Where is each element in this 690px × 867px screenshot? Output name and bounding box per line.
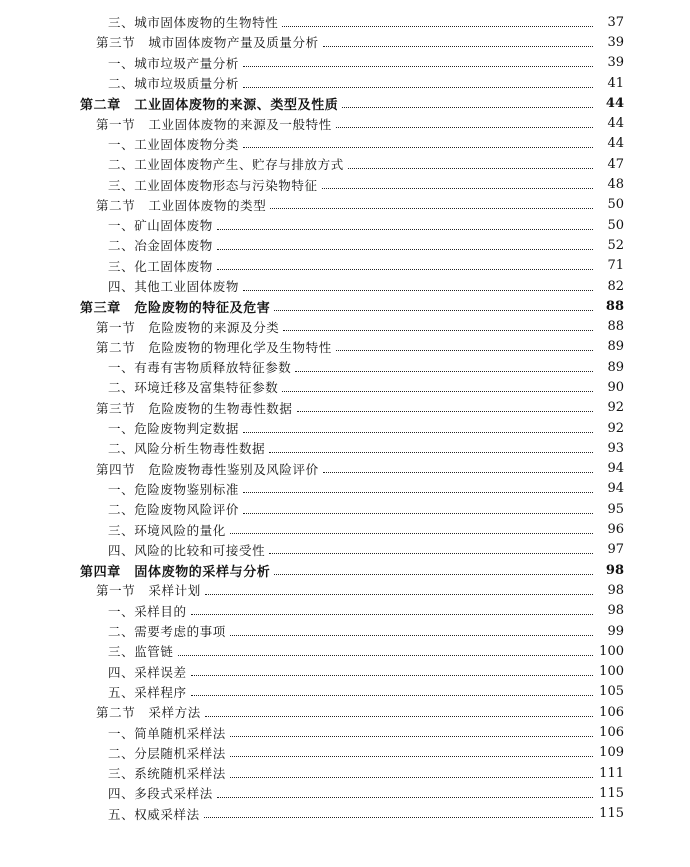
toc-section-row[interactable] <box>0 32 690 52</box>
toc-section-row[interactable] <box>0 398 690 418</box>
toc-section-row[interactable] <box>0 337 690 357</box>
toc-page-number: 44 <box>607 116 624 132</box>
toc-entry-title: 第三节 危险废物的生物毒性数据 <box>96 400 293 416</box>
toc-item-row[interactable] <box>0 235 690 255</box>
toc-page-number: 90 <box>607 379 624 395</box>
toc-page-number: 93 <box>607 440 624 456</box>
toc-entry-title: 一、矿山固体废物 <box>108 218 213 234</box>
toc-entry-title: 三、化工固体废物 <box>108 258 213 274</box>
dot-leader <box>243 491 593 493</box>
dot-leader <box>282 390 593 392</box>
dot-leader <box>323 45 593 47</box>
toc-item-row[interactable] <box>0 783 690 803</box>
dot-leader <box>191 613 593 615</box>
toc-item-row[interactable] <box>0 418 690 438</box>
toc-item-row[interactable] <box>0 662 690 682</box>
toc-item-row[interactable] <box>0 53 690 73</box>
toc-page-number: 92 <box>607 400 624 416</box>
toc-page-number: 97 <box>607 542 624 558</box>
dot-leader <box>270 207 593 209</box>
toc-page-number: 106 <box>599 725 624 741</box>
toc-entry-title: 四、采样误差 <box>108 664 187 680</box>
toc-entry-title: 第二节 工业固体废物的类型 <box>96 197 267 213</box>
toc-entry-title: 第二章 工业固体废物的来源、类型及性质 <box>80 97 339 113</box>
toc-page-number: 115 <box>599 806 624 822</box>
toc-entry-title: 一、有毒有害物质释放特征参数 <box>108 360 292 376</box>
toc-entry-title: 三、城市固体废物的生物特性 <box>108 15 279 31</box>
toc-page-number: 98 <box>607 582 624 598</box>
toc-page-number: 89 <box>607 359 624 375</box>
dot-leader <box>283 329 593 331</box>
toc-entry-title: 四、多段式采样法 <box>108 786 213 802</box>
dot-leader <box>322 187 593 189</box>
toc-entry-title: 四、风险的比较和可接受性 <box>108 542 266 558</box>
toc-page-number: 100 <box>599 664 624 680</box>
dot-leader <box>269 451 593 453</box>
dot-leader <box>336 349 593 351</box>
toc-page-number: 52 <box>607 237 624 253</box>
toc-item-row[interactable] <box>0 519 690 539</box>
toc-entry-title: 第一节 工业固体废物的来源及一般特性 <box>96 116 332 132</box>
toc-entry-title: 一、工业固体废物分类 <box>108 136 240 152</box>
toc-entry-title: 第四节 危险废物毒性鉴别及风险评价 <box>96 461 319 477</box>
toc-entry-title: 第四章 固体废物的采样与分析 <box>80 564 271 580</box>
toc-entry-title: 二、分层随机采样法 <box>108 745 226 761</box>
dot-leader <box>205 715 593 717</box>
table-of-contents <box>0 12 690 824</box>
dot-leader <box>323 471 593 473</box>
toc-item-row[interactable] <box>0 601 690 621</box>
toc-entry-title: 一、城市垃圾产量分析 <box>108 55 240 71</box>
dot-leader <box>295 370 593 372</box>
dot-leader <box>243 86 593 88</box>
toc-item-row[interactable] <box>0 804 690 824</box>
dot-leader <box>230 634 593 636</box>
toc-chapter-row[interactable] <box>0 296 690 316</box>
toc-entry-title: 二、城市垃圾质量分析 <box>108 76 240 92</box>
toc-item-row[interactable] <box>0 256 690 276</box>
toc-item-row[interactable] <box>0 540 690 560</box>
dot-leader <box>217 796 593 798</box>
toc-page-number: 94 <box>607 461 624 477</box>
toc-entry-title: 二、冶金固体废物 <box>108 238 213 254</box>
toc-item-row[interactable] <box>0 499 690 519</box>
toc-entry-title: 五、权威采样法 <box>108 806 200 822</box>
toc-item-row[interactable] <box>0 12 690 32</box>
toc-item-row[interactable] <box>0 763 690 783</box>
toc-section-row[interactable] <box>0 113 690 133</box>
toc-item-row[interactable] <box>0 215 690 235</box>
toc-page-number: 98 <box>607 603 624 619</box>
toc-section-row[interactable] <box>0 316 690 336</box>
toc-page-number: 99 <box>607 623 624 639</box>
toc-page-number: 37 <box>607 14 624 30</box>
toc-chapter-row[interactable] <box>0 93 690 113</box>
toc-section-row[interactable] <box>0 702 690 722</box>
toc-page-number: 100 <box>599 643 624 659</box>
dot-leader <box>269 552 593 554</box>
dot-leader <box>243 289 593 291</box>
toc-item-row[interactable] <box>0 73 690 93</box>
toc-page-number: 98 <box>605 562 624 578</box>
dot-leader <box>274 573 593 575</box>
dot-leader <box>274 309 593 311</box>
toc-entry-title: 二、危险废物风险评价 <box>108 502 240 518</box>
toc-entry-title: 二、需要考虑的事项 <box>108 624 226 640</box>
dot-leader <box>230 532 593 534</box>
toc-entry-title: 一、危险废物判定数据 <box>108 421 240 437</box>
toc-item-row[interactable] <box>0 134 690 154</box>
toc-section-row[interactable] <box>0 459 690 479</box>
dot-leader <box>191 674 593 676</box>
toc-entry-title: 第一节 危险废物的来源及分类 <box>96 319 280 335</box>
toc-page-number: 71 <box>607 258 624 274</box>
toc-section-row[interactable] <box>0 195 690 215</box>
toc-entry-title: 二、工业固体废物产生、贮存与排放方式 <box>108 157 344 173</box>
toc-page-number: 44 <box>605 95 624 111</box>
toc-page-number: 41 <box>607 75 624 91</box>
toc-entry-title: 第二节 采样方法 <box>96 705 201 721</box>
dot-leader <box>342 106 593 108</box>
dot-leader <box>191 694 593 696</box>
toc-entry-title: 第三节 城市固体废物产量及质量分析 <box>96 35 319 51</box>
toc-page-number: 82 <box>607 278 624 294</box>
toc-item-row[interactable] <box>0 357 690 377</box>
toc-item-row[interactable] <box>0 479 690 499</box>
toc-item-row[interactable] <box>0 377 690 397</box>
dot-leader <box>348 167 593 169</box>
toc-entry-title: 第二节 危险废物的物理化学及生物特性 <box>96 339 332 355</box>
toc-entry-title: 一、危险废物鉴别标准 <box>108 481 240 497</box>
toc-entry-title: 一、采样目的 <box>108 603 187 619</box>
toc-page-number: 39 <box>607 55 624 71</box>
toc-page-number: 92 <box>607 420 624 436</box>
toc-item-row[interactable] <box>0 621 690 641</box>
dot-leader <box>178 654 593 656</box>
dot-leader <box>297 410 593 412</box>
toc-entry-title: 二、环境迁移及富集特征参数 <box>108 380 279 396</box>
dot-leader <box>243 65 593 67</box>
toc-item-row[interactable] <box>0 276 690 296</box>
dot-leader <box>205 593 593 595</box>
toc-page-number: 39 <box>607 34 624 50</box>
dot-leader <box>282 25 593 27</box>
toc-item-row[interactable] <box>0 641 690 661</box>
toc-page-number: 109 <box>599 745 624 761</box>
dot-leader <box>243 146 593 148</box>
dot-leader <box>243 431 593 433</box>
toc-page-number: 50 <box>607 197 624 213</box>
dot-leader <box>217 268 593 270</box>
dot-leader <box>230 735 593 737</box>
toc-page-number: 105 <box>599 684 624 700</box>
toc-page-number: 88 <box>607 319 624 335</box>
toc-item-row[interactable] <box>0 174 690 194</box>
toc-entry-title: 五、采样程序 <box>108 684 187 700</box>
toc-entry-title: 三、监管链 <box>108 644 174 660</box>
toc-page-number: 95 <box>607 501 624 517</box>
toc-item-row[interactable] <box>0 722 690 742</box>
toc-page-number: 50 <box>607 217 624 233</box>
toc-page-number: 94 <box>607 481 624 497</box>
toc-entry-title: 三、环境风险的量化 <box>108 522 226 538</box>
dot-leader <box>204 816 593 818</box>
toc-entry-title: 三、工业固体废物形态与污染物特征 <box>108 177 318 193</box>
toc-page-number: 111 <box>599 765 624 781</box>
toc-entry-title: 三、系统随机采样法 <box>108 766 226 782</box>
toc-section-row[interactable] <box>0 580 690 600</box>
toc-entry-title: 二、风险分析生物毒性数据 <box>108 441 266 457</box>
toc-page-number: 115 <box>599 785 624 801</box>
toc-item-row[interactable] <box>0 438 690 458</box>
toc-item-row[interactable] <box>0 682 690 702</box>
toc-chapter-row[interactable] <box>0 560 690 580</box>
toc-item-row[interactable] <box>0 743 690 763</box>
toc-page-number: 106 <box>599 704 624 720</box>
toc-page-number: 47 <box>607 156 624 172</box>
toc-entry-title: 一、简单随机采样法 <box>108 725 226 741</box>
dot-leader <box>230 755 593 757</box>
toc-item-row[interactable] <box>0 154 690 174</box>
toc-entry-title: 第一节 采样计划 <box>96 583 201 599</box>
toc-page-number: 96 <box>607 522 624 538</box>
toc-page-number: 44 <box>607 136 624 152</box>
toc-entry-title: 四、其他工业固体废物 <box>108 279 240 294</box>
toc-page-number: 89 <box>607 339 624 355</box>
dot-leader <box>217 228 593 230</box>
dot-leader <box>243 512 593 514</box>
dot-leader <box>336 126 593 128</box>
toc-page-number: 48 <box>607 177 624 193</box>
dot-leader <box>230 776 593 778</box>
toc-entry-title: 第三章 危险废物的特征及危害 <box>80 300 271 316</box>
dot-leader <box>217 248 593 250</box>
toc-page-number: 88 <box>605 298 624 314</box>
